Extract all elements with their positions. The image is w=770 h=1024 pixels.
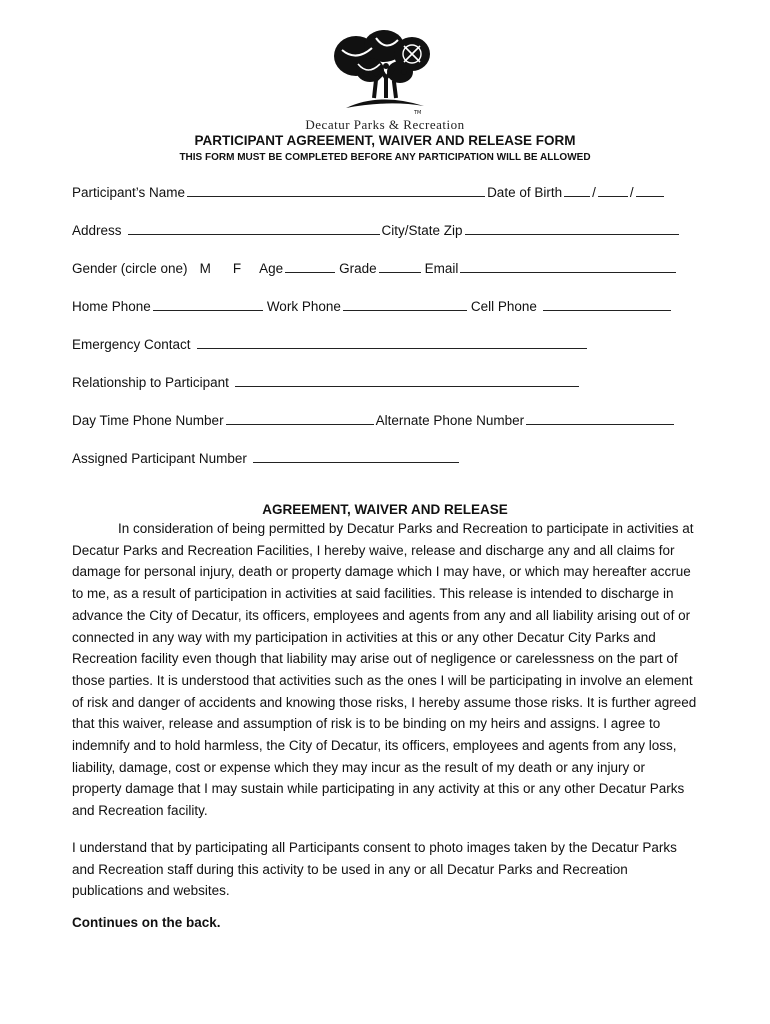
address-row xyxy=(72,218,692,238)
cell-phone-label: Cell Phone xyxy=(470,299,537,314)
grade-field[interactable] xyxy=(379,256,421,273)
date-of-birth-label: Date of Birth xyxy=(487,185,563,200)
grade-label: Grade xyxy=(339,261,377,276)
relationship-label: Relationship to Participant xyxy=(72,375,229,390)
tree-logo-icon xyxy=(328,28,436,116)
dob-day-field[interactable] xyxy=(598,180,628,197)
email-field[interactable] xyxy=(460,256,676,273)
relationship-row xyxy=(72,370,692,390)
organization-name: Decatur Parks & Recreation xyxy=(305,117,465,132)
relationship-field[interactable] xyxy=(235,370,579,387)
phones-row xyxy=(72,294,692,314)
city-state-zip-field[interactable] xyxy=(465,218,679,235)
city-state-zip-label: City/State Zip xyxy=(381,223,463,238)
dob-month-field[interactable] xyxy=(564,180,590,197)
gender-option-f[interactable]: F xyxy=(232,261,242,276)
age-label: Age xyxy=(259,261,284,276)
emergency-contact-row xyxy=(72,332,692,352)
form-subtitle: THIS FORM MUST BE COMPLETED BEFORE ANY PARTICIPATION WILL BE ALLOWED xyxy=(179,152,591,163)
continues-note: Continues on the back. xyxy=(72,915,221,930)
assigned-number-label: Assigned Participant Number xyxy=(72,451,247,466)
agreement-heading: AGREEMENT, WAIVER AND RELEASE xyxy=(262,502,508,517)
address-field[interactable] xyxy=(128,218,380,235)
svg-text:TM: TM xyxy=(414,110,422,116)
assigned-number-row xyxy=(72,446,692,466)
alternate-phone-field[interactable] xyxy=(526,408,674,425)
agreement-paragraph-2: I understand that by participating all Participants consent to photo images taken by the Decatur Parks and Recreation staff during this activity to be used in any or all Decatur Parks and Recreation publications and websites. xyxy=(72,840,677,899)
work-phone-label: Work Phone xyxy=(266,299,341,314)
day-alt-phone-row xyxy=(72,408,692,428)
assigned-number-field[interactable] xyxy=(253,446,459,463)
age-field[interactable] xyxy=(285,256,335,273)
form-title: PARTICIPANT AGREEMENT, WAIVER AND RELEASE FORM xyxy=(194,133,576,148)
work-phone-field[interactable] xyxy=(343,294,467,311)
home-phone-field[interactable] xyxy=(153,294,263,311)
participant-name-field[interactable] xyxy=(187,180,485,197)
dob-separator: / xyxy=(629,185,634,200)
gender-label: Gender (circle one) xyxy=(72,261,188,276)
home-phone-label: Home Phone xyxy=(72,299,151,314)
alternate-phone-label: Alternate Phone Number xyxy=(375,413,525,428)
dob-separator: / xyxy=(592,185,596,200)
email-label: Email xyxy=(424,261,459,276)
day-time-phone-label: Day Time Phone Number xyxy=(72,413,224,428)
name-dob-row xyxy=(72,180,692,200)
participant-name-label: Participant’s Name xyxy=(72,185,186,200)
agreement-paragraph-1: In consideration of being permitted by Decatur Parks and Recreation to participate in activities at Decatur Parks and Recreation Facilities, I hereby waive, release and discharge any and all claims for damage for personal injury, death or property damage which I may have, or which may hereafter accrue to me, as a result of participation in activities at said facilities. This release is intended to discharge in advance the City of Decatur, its officers, employees and agents from any and all liability arising out of or connected in any way with my participation in activities at this or any other Decatur City Parks and Recreation facility even though that liability may arise out of negligence or carelessness on the part of those parties. It is understood that activities such as the ones I will be participating in involve an element of risk and danger of accidents and knowing those risks, I hereby assume those risks. It is further agreed that this waiver, release and assumption of risk is to be binding on my heirs and assigns. I agree to indemnify and to hold harmless, the City of Decatur, its officers, employees and agents from any loss, liability, damage, cost or expense which they may incur as the result of my death or any injury or property damage that I may sustain while participating in any activity at this or any other Decatur Parks and Recreation facility. xyxy=(72,521,697,819)
gender-option-m[interactable]: M xyxy=(199,261,211,276)
day-time-phone-field[interactable] xyxy=(226,408,374,425)
emergency-contact-field[interactable] xyxy=(197,332,587,349)
cell-phone-field[interactable] xyxy=(543,294,671,311)
address-label: Address xyxy=(72,223,122,238)
gender-age-row xyxy=(72,256,692,276)
dob-year-field[interactable] xyxy=(636,180,664,197)
emergency-contact-label: Emergency Contact xyxy=(72,337,191,352)
